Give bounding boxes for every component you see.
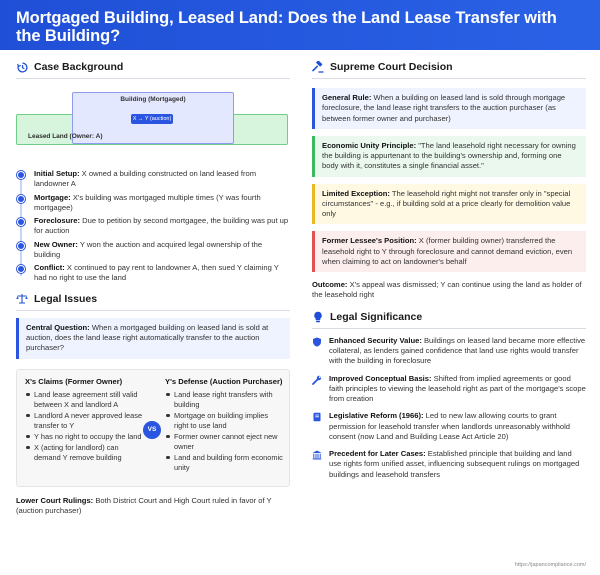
list-item: Land lease right transfers with building (165, 390, 283, 410)
list-item: Land lease agreement still valid between X and landlord A (25, 390, 143, 410)
significance-title: Legal Significance (330, 310, 423, 323)
list-item: X (acting for landlord) can demand Y remove building (25, 443, 143, 463)
case-background-heading (16, 60, 290, 79)
shield-icon (312, 337, 322, 347)
significance-item: Improved Conceptual Basis: Shifted from implied agreements or good faith principles to viewing the leasehold right as part of the mortgage's scope from creation (312, 374, 586, 405)
timeline-item: Foreclosure: Due to petition by second mortgagee, the building was put up for auction (34, 216, 290, 237)
legal-issues-heading (16, 292, 290, 311)
timeline-item: New Owner: Y won the auction and acquired legal ownership of the building (34, 240, 290, 261)
building-label: Building (Mortgaged) (120, 96, 186, 104)
page-title: Mortgaged Building, Leased Land: Does the Land Lease Transfer with the Building? (16, 9, 557, 46)
history-icon (16, 61, 28, 73)
central-question: Central Question: When a mortgaged building on leased land is sold at auction, does the land lease right automatically transfer to the auction purchaser? (16, 318, 290, 359)
x-claims (25, 377, 143, 464)
decision-title: Supreme Court Decision (330, 61, 453, 73)
case-timeline (16, 169, 290, 284)
scales-icon (16, 293, 28, 305)
x-claims-title: X's Claims (Former Owner) (25, 376, 123, 386)
timeline-dot-icon (17, 195, 25, 203)
courthouse-icon (312, 450, 322, 460)
timeline-item: Conflict: X continued to pay rent to landowner A, then sued Y claiming Y had no right to use the land (34, 263, 290, 284)
claims-comparison (16, 369, 290, 487)
timeline-item: Mortgage: X's building was mortgaged multiple times (Y was fourth mortgagee) (34, 193, 290, 214)
land-label: Leased Land (Owner: A) (28, 133, 103, 141)
significance-item: Precedent for Later Cases: Established principle that building and land use rights form unified asset, influencing subsequent rulings on mortgaged buildings and leasehold transfers (312, 449, 586, 480)
gavel-icon (312, 61, 324, 73)
list-item: Mortgage on building implies right to use land (165, 411, 283, 431)
list-item: Former owner cannot eject new owner (165, 432, 283, 452)
tools-icon (312, 375, 322, 385)
page-subtitle: Supreme Court of Japan, May 4, 1965 (16, 51, 169, 62)
significance-item: Enhanced Security Value: Buildings on leased land became more effective collateral, as lenders gained confidence that land use rights would transfer with the building in foreclosure (312, 336, 586, 367)
lightbulb-icon (312, 311, 324, 323)
decision-card-general: General Rule: When a building on leased land is sold through mortgage foreclosure, the land lease right transfers to the auction purchaser (as between former owner and purchaser) (312, 88, 586, 129)
legal-issues-title: Legal Issues (34, 292, 98, 305)
list-item: Y has no right to occupy the land (25, 432, 143, 442)
decision-card-unity: Economic Unity Principle: "The land leasehold right necessary for owning the building is appurtenant to the building's ownership and, forming one body with it, constitutes a single financial asset." (312, 136, 586, 177)
significance-item: Legislative Reform (1966): Led to new law allowing courts to grant permission for leasehold transfer when landlords unreasonably withhold consent (now Land and Building Lease Act Article 20) (312, 411, 586, 442)
y-defense-title: Y's Defense (Auction Purchaser) (165, 376, 283, 386)
significance-heading (312, 310, 586, 329)
decision-heading (312, 60, 586, 79)
case-background-title: Case Background (34, 61, 124, 73)
timeline-dot-icon (17, 218, 25, 226)
timeline-dot-icon (17, 265, 25, 273)
decision-outcome: Outcome: X's appeal was dismissed; Y can continue using the land as holder of the leasehold right (312, 280, 582, 300)
y-defense (165, 377, 283, 474)
decision-card-exception: Limited Exception: The leasehold right might not transfer only in "special circumstances" - e.g., if building sold at a price clearly for demolition value only (312, 184, 586, 225)
significance-section (312, 310, 586, 480)
transfer-label: X → Y (auction) (132, 116, 172, 123)
page-header (0, 0, 600, 62)
legal-issues-section (16, 292, 290, 516)
case-diagram (16, 85, 290, 167)
book-icon (312, 412, 322, 422)
timeline-item: Initial Setup: X owned a building constructed on land leased from landowner A (34, 169, 290, 190)
list-item: Landlord A never approved lease transfer to Y (25, 411, 143, 431)
right-column (312, 60, 586, 480)
vs-badge: VS (143, 421, 161, 439)
lower-court-rulings: Lower Court Rulings: Both District Court and High Court ruled in favor of Y (auction purchaser) (16, 495, 272, 515)
list-item: Land and building form economic unity (165, 453, 283, 473)
footer-url: https://japancompliance.com/ (514, 561, 586, 568)
left-column (16, 60, 290, 516)
timeline-dot-icon (17, 171, 25, 179)
timeline-dot-icon (17, 242, 25, 250)
decision-card-lessee: Former Lessee's Position: X (former building owner) transferred the leasehold right to Y through foreclosure and cannot demand eviction, even when claiming to act on landowner's behalf (312, 231, 586, 272)
